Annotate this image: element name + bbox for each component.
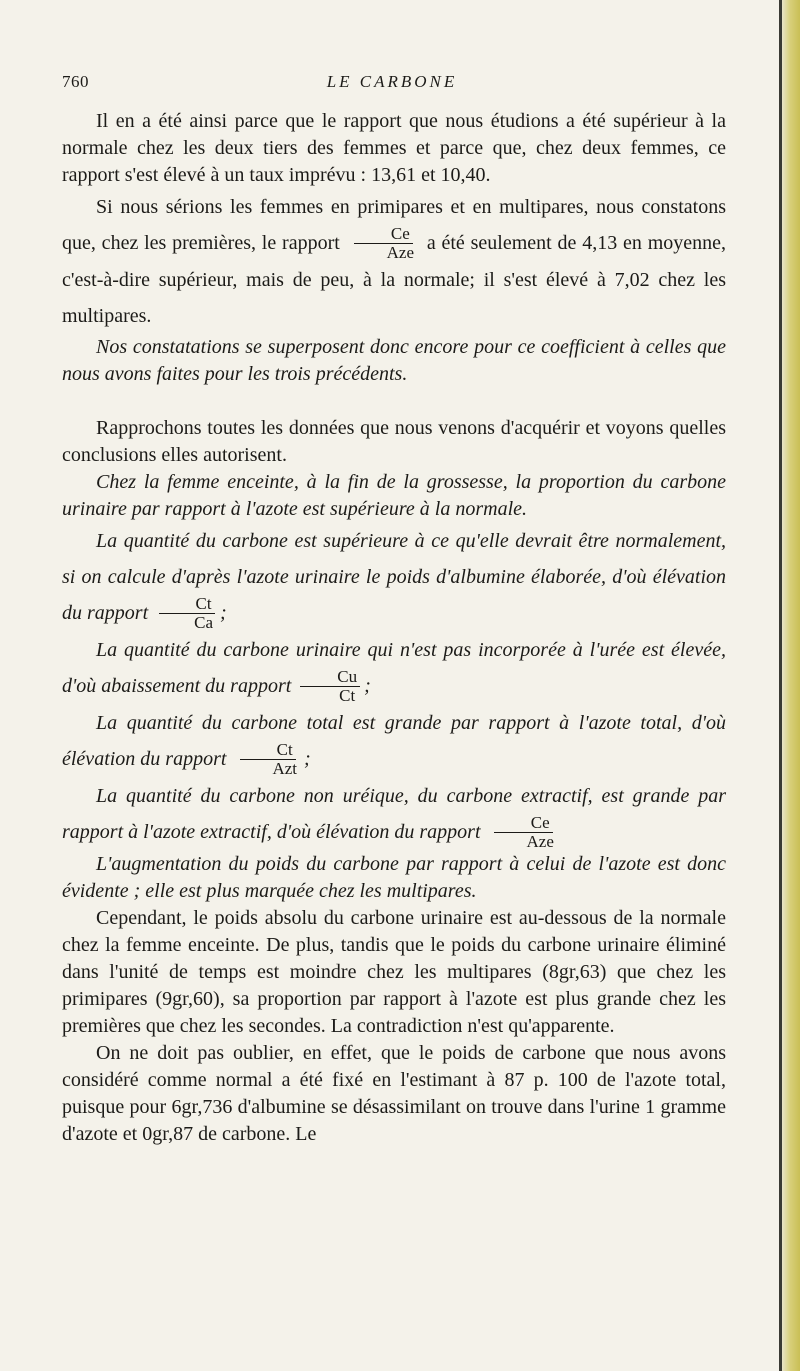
text-run: La quantité du carbone est supérieure à ce qu'elle devrait être normalement, si on calcule d'après l'azote urinaire le poids d'albumine élaborée, d'où élévation du rapport <box>62 529 726 624</box>
paragraph: On ne doit pas oublier, en effet, que le poids de carbone que nous avons considéré comme normal a été fixé en l'estimant à 87 p. 100 de l'azote total, puisque pour 6gr,736 d'albumine se désassimilant on trouve dans l'urine 1 gramme d'azote et 0gr,87 de carbone. Le <box>62 1041 726 1145</box>
page-header <box>62 72 722 100</box>
body-text <box>62 108 726 1148</box>
fraction-numerator: Ce <box>494 815 553 833</box>
paragraph-italic <box>62 523 726 632</box>
paragraph <box>62 189 726 334</box>
running-title: LE CARBONE <box>326 72 458 91</box>
fraction-numerator: Ce <box>354 226 413 244</box>
page-edge <box>782 0 800 1371</box>
text-run: La quantité du carbone urinaire qui n'est pas incorporée à l'urée est élevée, d'où abaissement du rapport <box>62 638 726 697</box>
ratio-fraction <box>350 223 417 262</box>
fraction-denominator: Aze <box>386 242 414 262</box>
text-run: La quantité du carbone total est grande par rapport à l'azote total, d'où élévation du rapport <box>62 711 726 770</box>
fraction-numerator: Cu <box>300 669 360 687</box>
ratio-fraction <box>300 666 360 705</box>
paragraph: Rapprochons toutes les données que nous venons d'acquérir et voyons quelles conclusions elles autorisent. <box>62 416 726 466</box>
fraction-denominator: Ct <box>339 685 356 705</box>
text-run: a été seulement de 4,13 en moyenne, c'est-à-dire supérieur, mais de peu, à la normale; il s'est élevé à 7,02 chez les multipares. <box>62 232 727 327</box>
fraction-denominator: Azt <box>272 758 297 778</box>
ratio-fraction <box>490 812 557 851</box>
text-run: ; <box>220 601 227 624</box>
fraction-denominator: Ca <box>194 612 214 632</box>
paragraph-italic: Nos constatations se superposent donc encore pour ce coefficient à celles que nous avons faites pour les trois précédents. <box>62 335 726 385</box>
fraction-denominator: Aze <box>526 831 554 851</box>
paragraph-italic: Chez la femme enceinte, à la fin de la grossesse, la proportion du carbone urinaire par rapport à l'azote est supérieure à la normale. <box>62 470 726 520</box>
page-number: 760 <box>62 72 89 91</box>
text-run: ; <box>303 747 311 770</box>
paragraph: Cependant, le poids absolu du carbone urinaire est au-dessous de la normale chez la femme enceinte. De plus, tandis que le poids du carbone urinaire éliminé dans l'unité de temps est moindre chez les multipares (8gr,63) que chez les primipares (9gr,60), sa proportion par rapport à l'azote est plus grande chez les premières que chez les secondes. La contradiction n'est qu'apparente. <box>62 906 726 1037</box>
paragraph-italic <box>62 705 726 778</box>
text-run: ; <box>364 674 371 697</box>
page-binding-line <box>779 0 782 1371</box>
text-run: Si nous sérions les femmes en primipares et en multipares, nous constatons que, chez les premières, le rapport <box>62 196 726 254</box>
ratio-fraction <box>235 739 300 778</box>
paragraph-italic: L'augmentation du poids du carbone par rapport à celui de l'azote est donc évidente ; elle est plus marquée chez les multipares. <box>62 852 726 902</box>
paragraph-italic <box>62 778 726 851</box>
text-run: La quantité du carbone non uréique, du carbone extractif, est grande par rapport à l'azote extractif, d'où élévation du rapport <box>62 784 726 843</box>
fraction-numerator: Ct <box>159 596 215 614</box>
fraction-numerator: Ct <box>240 742 296 760</box>
paragraph-italic <box>62 632 726 705</box>
paragraph: Il en a été ainsi parce que le rapport que nous étudions a été supérieur à la normale chez les deux tiers des femmes et parce que, chez deux femmes, ce rapport s'est élevé à un taux imprévu : 13,61 et 10,40. <box>62 110 726 186</box>
ratio-fraction <box>157 593 216 632</box>
